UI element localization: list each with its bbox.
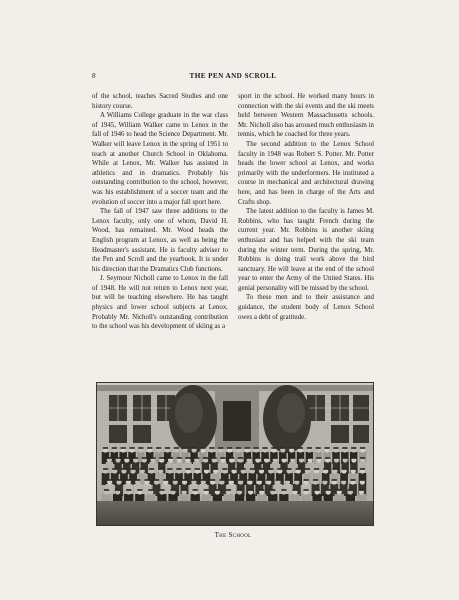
paragraph: J. Seymour Nicholl came to Lenox in the fall of 1948. He will not return to Lenox next year, but will be teaching elsewhere. He has taught physics and lower school subjects at Lenox. Probably Mr. Nicholl's outstanding contribution to the school was his development of skiing as a: [92, 275, 228, 331]
left-column: [92, 92, 228, 332]
paragraph: A Williams College graduate in the war class of 1945, William Walker came to Lenox in the fall of 1946 to head the Science Department. Mr. Walker will leave Lenox in the spring of 1951 to teach at another Church School in Oklahoma. While at Lenox, Mr. Walker has assisted in athletics and in dramatics. Probably his outstanding contribution to the school, however, was his establishment of a soccer team and the evolution of soccer into a major fall sport here.: [92, 112, 228, 206]
right-column: [238, 92, 374, 322]
photo-illustration: [97, 383, 374, 526]
paragraph: The latest addition to the faculty is James M. Robbins, who has taught French during the current year. Mr. Robbins is another skiing enthusiast and has helped with the ski team during the winter term. During the spring, Mr. Robbins is doing trail work above the bird sanctuary. He will leave at the end of the school year to enter the Army of the United States. His genial personality will be missed by the school.: [238, 208, 374, 292]
paragraph: sport in the school. He worked many hours in connection with the ski events and the ski meets held between Western Massachusetts schools. Mr. Nicholl also has aroused much enthusiasm in tennis, which he coached for three years.: [238, 93, 374, 139]
publication-title: THE PEN AND SCROLL: [189, 72, 277, 80]
photo-caption: The School: [214, 531, 252, 539]
school-group-photo: [96, 382, 374, 526]
page-header: [92, 72, 374, 84]
paragraph: of the school, teaches Sacred Studies and one history course.: [92, 93, 228, 110]
paragraph: To these men and to their assistance and guidance, the student body of Lenox School owes a debt of gratitude.: [238, 294, 374, 321]
paragraph: The fall of 1947 saw three additions to the Lenox faculty, only one of whom, David H. Wood, has remained. Mr. Wood heads the English program at Lenox, as well as being the Headmaster's assistant. He is faculty adviser to the Pen and Scroll and the yearbook. It is under his direction that the Dramatics Club functions.: [92, 208, 228, 273]
page-number: 8: [92, 72, 96, 80]
paragraph: The second addition to the Lenox School faculty in 1948 was Robert S. Potter. Mr. Potter heads the lower school at Lenox, and works primarily with the underformers. He instituted a course in mechanical and architectural drawing here, and has been in charge of the Arts and Crafts shop.: [238, 140, 374, 206]
